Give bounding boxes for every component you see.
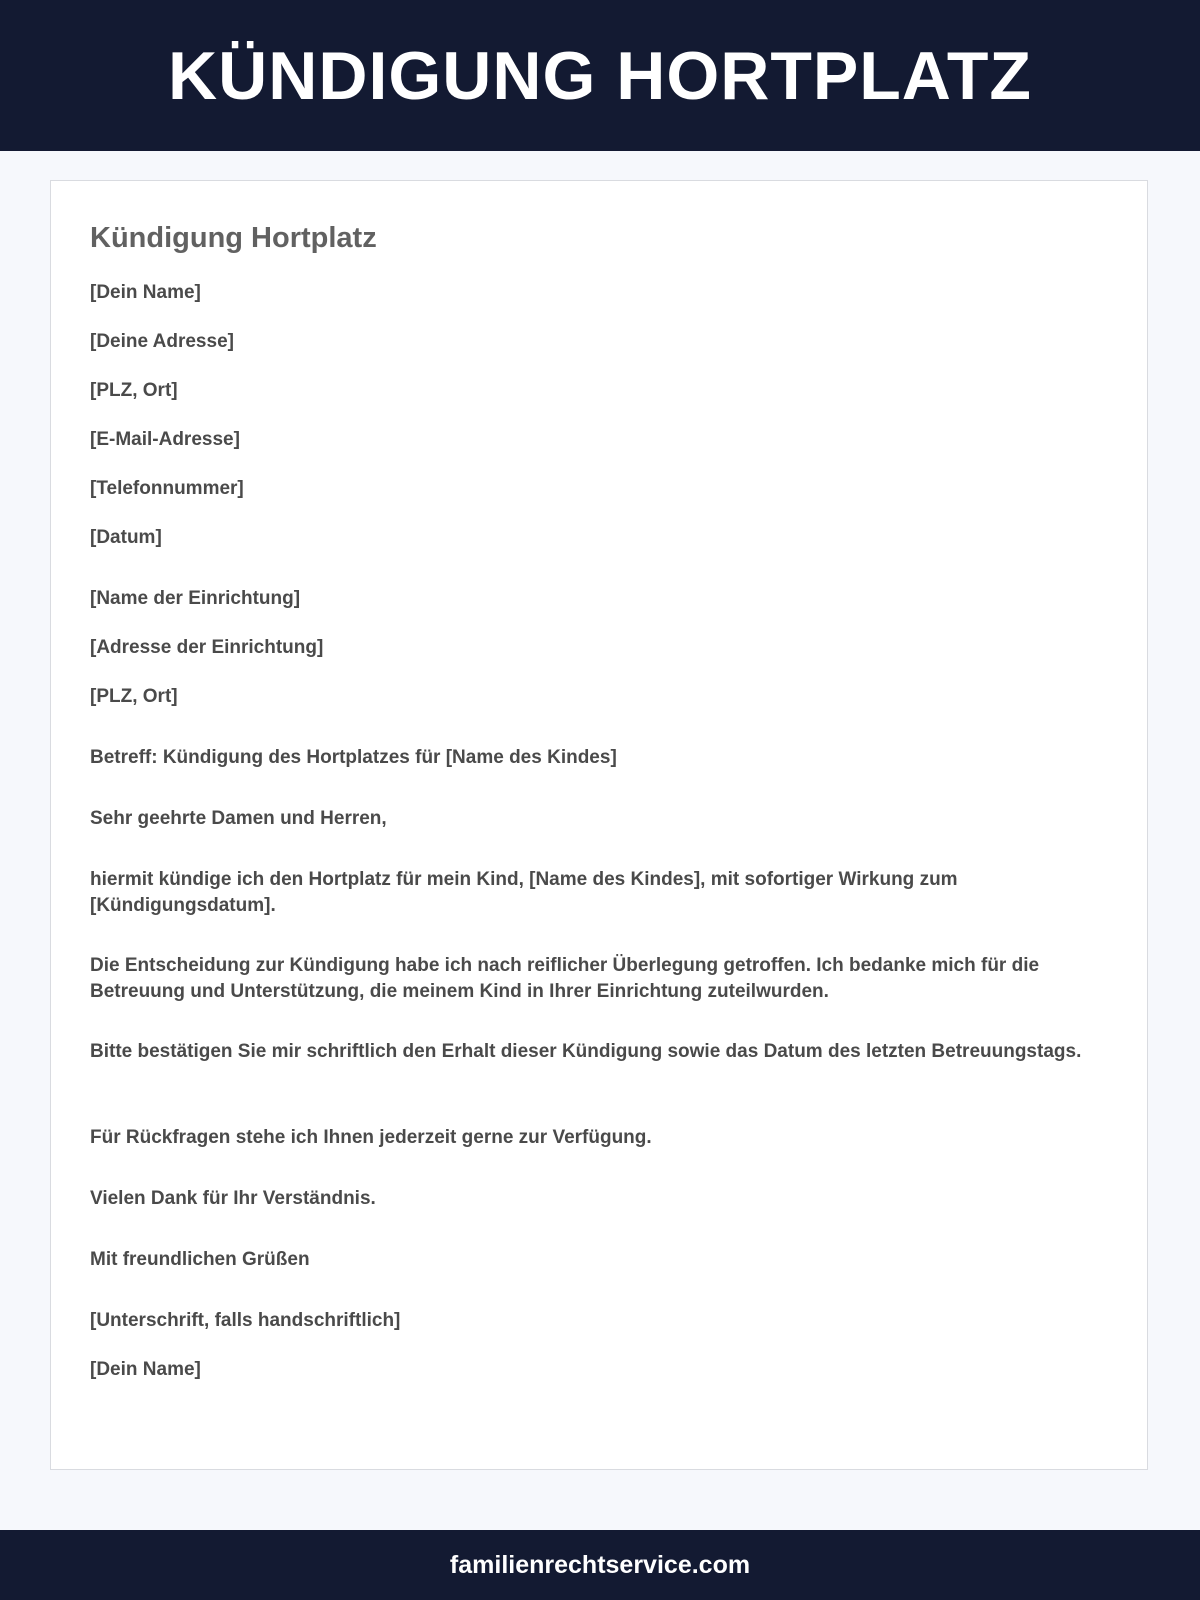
sender-city: [PLZ, Ort] xyxy=(90,380,178,401)
letter-paragraph: Die Entscheidung zur Kündigung habe ich nach reiflicher Überlegung getroffen. Ich bedanke mich für die Betreuung und Unterstützung, die meinem Kind in Ihrer Einrichtung zuteilwurden. xyxy=(90,955,1040,1002)
recipient-city: [PLZ, Ort] xyxy=(90,686,178,707)
footer-site-name: familienrechtservice.com xyxy=(449,1550,751,1579)
sender-name: [Dein Name] xyxy=(90,282,201,303)
signature-placeholder: [Unterschrift, falls handschriftlich] xyxy=(90,1310,401,1331)
recipient-address: [Adresse der Einrichtung] xyxy=(90,637,324,658)
letter-paragraph: Vielen Dank für Ihr Verständnis. xyxy=(90,1188,376,1209)
letter-date: [Datum] xyxy=(90,527,162,548)
page-title: KÜNDIGUNG HORTPLATZ xyxy=(168,37,1032,114)
letter-paragraph: Für Rückfragen stehe ich Ihnen jederzeit gerne zur Verfügung. xyxy=(90,1127,652,1148)
letter-closing: Mit freundlichen Grüßen xyxy=(90,1249,310,1270)
letter-card xyxy=(50,180,1148,1470)
letter-paragraph: hiermit kündige ich den Hortplatz für mein Kind, [Name des Kindes], mit sofortiger Wirkung zum [Kündigungsdatum]. xyxy=(90,869,958,916)
page-header xyxy=(0,0,1200,151)
letter-title: Kündigung Hortplatz xyxy=(90,222,377,254)
letter-salutation: Sehr geehrte Damen und Herren, xyxy=(90,808,387,829)
sender-phone: [Telefonnummer] xyxy=(90,478,244,499)
sender-address: [Deine Adresse] xyxy=(90,331,234,352)
recipient-name: [Name der Einrichtung] xyxy=(90,588,301,609)
letter-paragraph: Bitte bestätigen Sie mir schriftlich den Erhalt dieser Kündigung sowie das Datum des letzten Betreuungstags. xyxy=(90,1041,1082,1062)
letter-subject: Betreff: Kündigung des Hortplatzes für [Name des Kindes] xyxy=(90,747,617,768)
sender-email: [E-Mail-Adresse] xyxy=(90,429,240,450)
signature-name: [Dein Name] xyxy=(90,1359,201,1380)
page-footer xyxy=(0,1530,1200,1600)
